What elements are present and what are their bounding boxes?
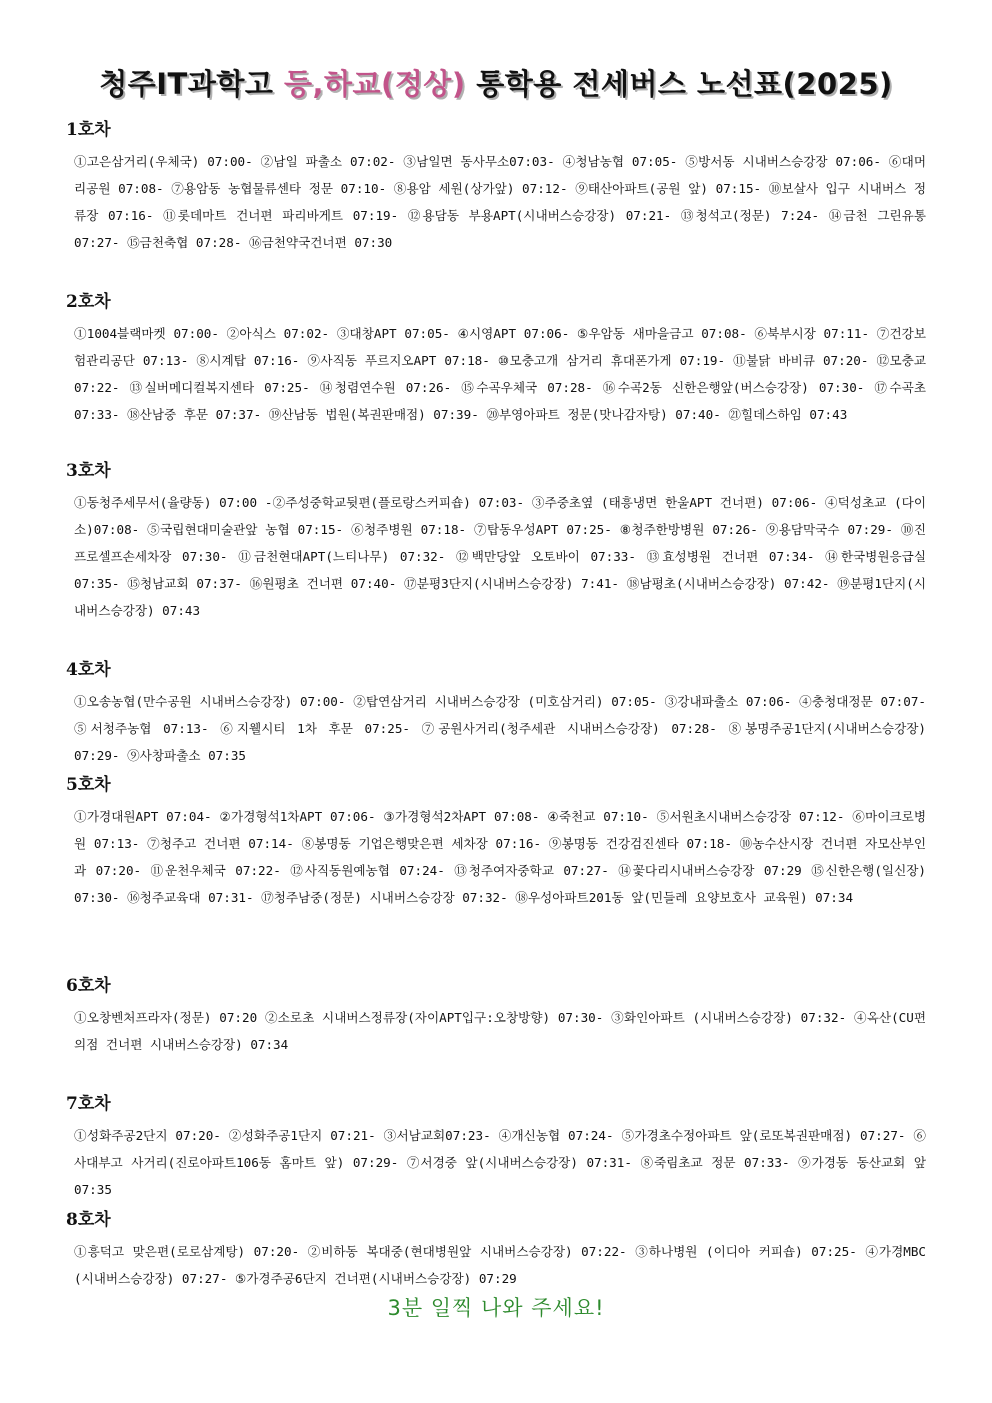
bus-2-route: ①1004블랙마켓 07:00- ②아식스 07:02- ③대창APT 07:05- ④시영APT 07:06- ⑤우암동 새마을금고 07:08- ⑥북부시장 07:11- ⑦건강보험관리공단 07:13- ⑧시계탑 07:16- ⑨사직동 푸르지오APT 07:18- ⑩모충고개 삼거리 휴대폰가게 07:19- ⑪불닭 바비큐 07:20- ⑫모충교 07:22- ⑬실버메디컬복지센타 07:25- ⑭청렴연수원 07:26- ⑮수곡우체국 07:28- ⑯수곡2동 신한은행앞(버스승강장) 07:30- ⑰수곡초 07:33- ⑱산남중 후문 07:37- ⑲산남동 법원(복권판매점) 07:39- ⑳부영아파트 정문(맛나감자탕) 07:40- ㉑힐데스하임 07:43 (74, 326, 926, 422)
bus-3-section (66, 459, 926, 624)
bus-4-route: ①오송농협(만수공원 시내버스승강장) 07:00- ②탑연삼거리 시내버스승강장 (미호삼거리) 07:05- ③강내파출소 07:06- ④충청대정문 07:07- ⑤서청주농협 07:13- ⑥지웰시티 1차 후문 07:25- ⑦공원사거리(청주세관 시내버스승강장) 07:28- ⑧봉명주공1단지(시내버스승강장) 07:29- ⑨사창파출소 07:35 (74, 694, 926, 763)
bus-5-section (66, 773, 926, 911)
footer-note: 3분 일찍 나와 주세요! (387, 1296, 605, 1320)
bus-3-title: 3호차 (66, 461, 111, 481)
bus-5-title: 5호차 (66, 775, 111, 795)
title-rest: 통학용 전세버스 노선표(2025) (476, 67, 893, 101)
bus-6-title: 6호차 (66, 976, 111, 996)
title-school: 청주IT과학고 (99, 67, 274, 101)
bus-4-section (66, 658, 926, 769)
page-title (40, 62, 952, 103)
bus-8-route: ①흥덕고 맞은편(로로삼계탕) 07:20- ②비하동 복대중(현대병원앞 시내버스승강장) 07:22- ③하나병원 (이디아 커피숍) 07:25- ④가경MBC (시내버스승강장) 07:27- ⑤가경주공6단지 건너편(시내버스승강장) 07:29 (74, 1244, 926, 1286)
title-highlight: 등,하교(정상) (283, 67, 466, 101)
bus-7-title: 7호차 (66, 1094, 111, 1114)
bus-5-route: ①가경대원APT 07:04- ②가경형석1차APT 07:06- ③가경형석2차APT 07:08- ④죽천교 07:10- ⑤서원초시내버스승강장 07:12- ⑥마이크로병원 07:13- ⑦청주고 건너편 07:14- ⑧봉명동 기업은행맞은편 세차장 07:16- ⑨봉명동 건강검진센타 07:18- ⑩농수산시장 건너편 자모산부인과 07:20- ⑪운천우체국 07:22- ⑫사직동원예농협 07:24- ⑬청주여자중학교 07:27- ⑭꽃다리시내버스승강장 07:29 ⑮신한은행(일신장) 07:30- ⑯청주교육대 07:31- ⑰청주남중(정문) 시내버스승강장 07:32- ⑱우성아파트201동 앞(민들레 요양보호사 교육원) 07:34 (74, 809, 926, 905)
bus-7-section (66, 1092, 926, 1203)
bus-3-route: ①동청주세무서(율량동) 07:00 -②주성중학교뒷편(플로랑스커피숍) 07:03- ③주중초옆 (태흥냉면 한울APT 건너편) 07:06- ④덕성초교 (다이소)07:08- ⑤국립현대미술관앞 농협 07:15- ⑥청주병원 07:18- ⑦탑동우성APT 07:25- ⑧청주한방병원 07:26- ⑨용담막국수 07:29- ⑩진프로셀프손세차장 07:30- ⑪금천현대APT(느티나무) 07:32- ⑫백만당앞 오토바이 07:33- ⑬효성병원 건너편 07:34- ⑭한국병원응급실 07:35- ⑮청남교회 07:37- ⑯원평초 건너편 07:40- ⑰분평3단지(시내버스승강장) 7:41- ⑱남평초(시내버스승강장) 07:42- ⑲분평1단지(시내버스승강장) 07:43 (74, 495, 926, 618)
bus-1-route: ①고은삼거리(우체국) 07:00- ②남일 파출소 07:02- ③남일면 동사무소07:03- ④청남농협 07:05- ⑤방서동 시내버스승강장 07:06- ⑥대머리공원 07:08- ⑦용암동 농협물류센타 정문 07:10- ⑧용암 세원(상가앞) 07:12- ⑨태산아파트(공원 앞) 07:15- ⑩보살사 입구 시내버스 정류장 07:16- ⑪롯데마트 건너편 파리바게트 07:19- ⑫용담동 부용APT(시내버스승강장) 07:21- ⑬청석고(정문) 7:24- ⑭금천 그린유통 07:27- ⑮금천축협 07:28- ⑯금천약국건너편 07:30 (74, 154, 926, 250)
bus-2-section (66, 290, 926, 428)
bus-6-section (66, 974, 926, 1058)
bus-8-title: 8호차 (66, 1210, 111, 1230)
bus-1-section (66, 118, 926, 256)
bus-2-title: 2호차 (66, 292, 111, 312)
bus-8-section (66, 1208, 926, 1292)
bus-4-title: 4호차 (66, 660, 111, 680)
bus-6-route: ①오창벤처프라자(정문) 07:20 ②소로초 시내버스정류장(자이APT입구:오창방향) 07:30- ③화인아파트 (시내버스승강장) 07:32- ④옥산(CU편의점 건너편 시내버스승강장) 07:34 (74, 1010, 926, 1052)
bus-1-title: 1호차 (66, 120, 111, 140)
bus-7-route: ①성화주공2단지 07:20- ②성화주공1단지 07:21- ③서남교회07:23- ④개신농협 07:24- ⑤가경초수정아파트 앞(로또복권판매점) 07:27- ⑥사대부고 사거리(진로아파트106동 홈마트 앞) 07:29- ⑦서경중 앞(시내버스승강장) 07:31- ⑧죽림초교 정문 07:33- ⑨가경동 동산교회 앞 07:35 (74, 1128, 926, 1197)
